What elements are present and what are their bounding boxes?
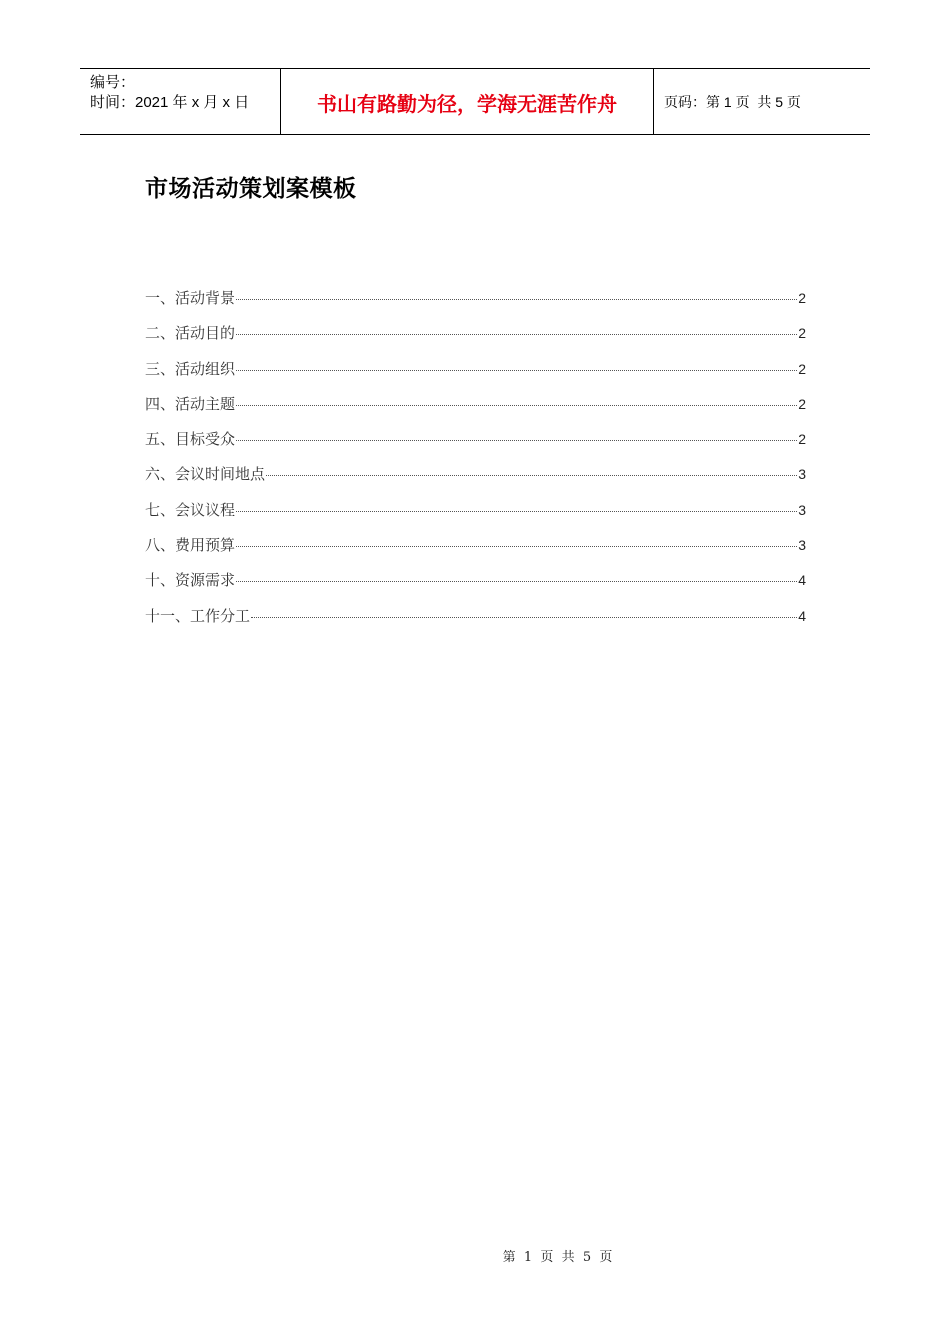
toc-dot-leader (251, 617, 797, 618)
toc-entry-label: 三、活动组织 (145, 359, 236, 378)
toc-entry-label: 一、活动背景 (145, 289, 236, 307)
toc-entry-page: 3 (798, 537, 806, 554)
toc-entry[interactable] (145, 569, 806, 604)
toc-entry-label: 六、会议时间地点 (145, 465, 266, 484)
toc-entry-page: 4 (798, 572, 806, 589)
number-label: 编号： (90, 74, 136, 91)
motto-text: 书山有路勤为径，学海无涯苦作舟 (317, 92, 617, 116)
toc-entry-page: 2 (798, 395, 806, 412)
toc-entry[interactable] (145, 287, 806, 322)
toc-dot-leader (236, 581, 797, 582)
toc-entry[interactable] (145, 358, 806, 393)
page-footer: 第 1 页 共 5 页 (502, 1250, 613, 1265)
toc-dot-leader (236, 511, 797, 512)
table-of-contents (145, 287, 806, 640)
toc-entry-page: 4 (798, 607, 806, 624)
toc-entry-label: 二、活动目的 (145, 324, 236, 343)
toc-entry-page: 3 (798, 501, 806, 518)
header-motto-cell (281, 69, 654, 134)
toc-entry-page: 2 (798, 431, 806, 448)
toc-dot-leader (236, 370, 797, 371)
toc-entry[interactable] (145, 322, 806, 357)
toc-entry[interactable] (145, 393, 806, 428)
toc-entry-page: 2 (798, 360, 806, 377)
toc-entry-page: 2 (798, 290, 806, 306)
toc-entry-label: 五、目标受众 (145, 430, 236, 449)
toc-entry[interactable] (145, 463, 806, 498)
toc-entry[interactable] (145, 605, 806, 640)
toc-entry-page: 2 (798, 325, 806, 342)
toc-entry[interactable] (145, 534, 806, 569)
toc-entry-label: 七、会议议程 (145, 500, 236, 519)
document-header (80, 68, 870, 135)
toc-entry[interactable] (145, 428, 806, 463)
toc-entry-label: 四、活动主题 (145, 394, 236, 413)
toc-dot-leader (236, 546, 797, 547)
header-meta-cell (80, 69, 281, 134)
header-page-cell (654, 69, 870, 134)
toc-entry-label: 八、费用预算 (145, 536, 236, 555)
toc-entry-page: 3 (798, 466, 806, 483)
toc-dot-leader (236, 405, 797, 406)
toc-dot-leader (266, 475, 797, 476)
page-info: 页码：第 1 页 共 5 页 (664, 93, 801, 110)
toc-dot-leader (236, 334, 797, 335)
toc-dot-leader (236, 299, 797, 300)
date-text: 时间：2021 年 x 月 x 日 (90, 94, 250, 111)
document-title: 市场活动策划案模板 (145, 176, 357, 202)
toc-entry-label: 十一、工作分工 (145, 606, 251, 625)
toc-entry[interactable] (145, 499, 806, 534)
toc-dot-leader (236, 440, 797, 441)
toc-entry-label: 十、资源需求 (145, 571, 236, 590)
